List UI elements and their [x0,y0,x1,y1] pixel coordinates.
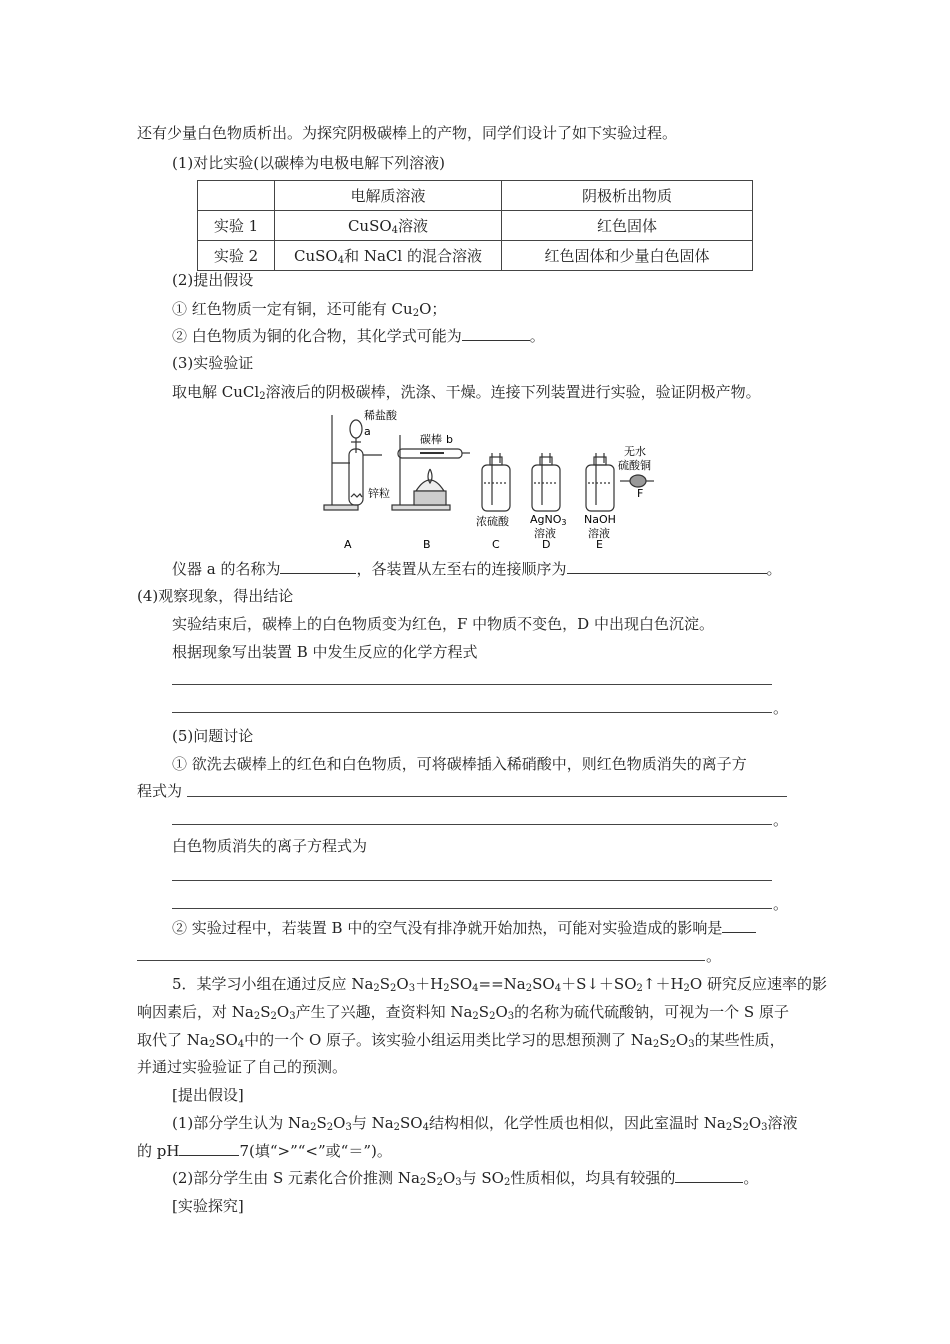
p5-hypothesis-heading: [提出假设] [172,1086,244,1104]
answer-line[interactable] [172,824,772,825]
table-cell: 实验 2 [198,241,275,271]
wash-bottle-c [482,453,510,511]
table-cell: 红色固体 [502,211,753,241]
p5-line-2: 响因素后，对 $Na_2S_2O_3$产生了兴趣，查资料知 $Na_2S_2O_3$的名称为硫代硫酸钠，可视为一个 S 原子 [137,1003,789,1022]
lamp-stand [414,491,446,505]
label-b: b [446,433,453,446]
p5-text: 性质相似，均具有较强的 [510,1169,676,1187]
label-f: F [637,487,644,500]
hypothesis-1: ① 红色物质一定有铜，还可能有 $Cu_2O$； [172,300,447,319]
label-dilute-hcl: 稀盐酸 [364,409,397,422]
p5-text: (1)部分学生认为 Na [172,1114,311,1132]
period: 。 [529,327,545,345]
q3-heading: (3)实验验证 [172,354,254,372]
table-row [198,211,753,241]
q5-1-text: ① 欲洗去碳棒上的红色和白色物质，可将碳棒插入稀硝酸中，则红色物质消失的离子方 [172,755,747,773]
q5-1-text-b: 程式为 [137,782,183,800]
p5-text: ↑＋H [642,975,684,993]
period: 。 [773,895,789,913]
answer-blank[interactable] [179,1141,239,1156]
table-header-cell: 电解质溶液 [275,181,502,211]
wash-bottle-d [532,453,560,511]
p5-text: O 研究反应速率的影 [689,975,827,993]
comparison-table [197,180,753,271]
table-row [198,241,753,271]
hypothesis-1-end: O； [419,300,447,318]
p5-text: 响因素后，对 Na [137,1003,254,1021]
hypothesis-2-text: ② 白色物质为铜的化合物，其化学式可能为 [172,327,462,345]
drying-tube-f [620,475,654,487]
p5-text: 中的一个 O 原子。该实验小组运用类比学习的思想预测了 Na [244,1031,653,1049]
table-cell: CuSO$_4$和 NaCl 的混合溶液 [275,241,502,271]
q5-white-text: 白色物质消失的离子方程式为 [172,837,368,855]
answer-line[interactable] [172,880,772,881]
stand-base-a [324,505,358,510]
q1-heading: (1)对比实验(以碳棒为电极电解下列溶液) [172,154,445,172]
label-agno3: AgNO3 [530,513,567,527]
p5-text: 产生了兴趣，查资料知 Na [295,1003,473,1021]
q5-2-text-a: ② 实验过程中，若装置 B 中的空气没有排净就开始加热，可能对实验造成的影响是 [172,919,723,937]
label-naoh: NaOH [584,513,616,526]
p5-h1-line-2 [137,1141,392,1161]
period: 。 [773,811,789,829]
letter-c: C [492,538,500,551]
table-header-cell: 阴极析出物质 [502,181,753,211]
period: 。 [773,699,789,717]
p5-text: ＋H [415,975,444,993]
p5-text: 的名称为硫代硫酸钠，可视为一个 S 原子 [514,1003,789,1021]
p5-text: 5．某学习小组在通过反应 Na [172,975,374,993]
table-cell-text: 和 NaCl 的混合溶液 [344,247,482,265]
q3-ask-a: 仪器 a 的名称为 [172,560,281,578]
table-cell-text: 溶液 [398,217,429,235]
p5-h2-line: (2)部分学生由 S 元素化合价推测 $Na_2S_2O_3$与 $SO_2$性质相似，均具有较强的 。 [172,1169,759,1188]
q3-text-a: 取电解 CuCl [172,383,260,401]
apparatus-figure [320,405,660,555]
answer-blank[interactable] [280,559,356,574]
p5-text: 的某些性质， [694,1031,785,1049]
p5-experiment-heading: [实验探究] [172,1197,244,1215]
label-a: a [364,425,371,438]
table-cell: 实验 1 [198,211,275,241]
label-cuso4: 硫酸铜 [618,459,651,472]
p5-text: 与 SO [461,1169,504,1187]
p5-text: 结构相似，化学性质也相似，因此室温时 Na [428,1114,726,1132]
q2-heading: (2)提出假设 [172,271,254,289]
table-header-row [198,181,753,211]
p5-line-4: 并通过实验验证了自己的预测。 [137,1058,348,1076]
p5-line-1: 5．某学习小组在通过反应 $Na_2S_2O_3+H_2SO_4==Na_2SO_4+S↓+SO_2↑+H_2O$ 研究反应速率的影 [172,975,827,994]
separatory-funnel [350,420,362,438]
p5-text: ＋S↓＋SO [561,975,637,993]
q3-ask-b: ，各装置从左至右的连接顺序为 [356,560,567,578]
answer-blank[interactable] [567,559,767,574]
q3-text-b: 溶液后的阴极碳棒，洗涤、干燥。连接下列装置进行实验，验证阴极产物。 [265,383,761,401]
letter-a: A [344,538,352,551]
letter-e: E [596,538,603,551]
p5-text: 与 Na [351,1114,394,1132]
answer-blank[interactable] [462,326,530,341]
q4-heading: (4)观察现象，得出结论 [137,587,294,605]
stand-base-b [392,505,450,510]
answer-blank[interactable] [722,918,756,933]
label-carbon-rod: 碳棒 [420,433,442,446]
q4-text-a: 实验结束后，碳棒上的白色物质变为红色，F 中物质不变色，D 中出现白色沉淀。 [172,615,714,633]
p5-text: ==Na [478,975,526,993]
hypothesis-2 [172,326,545,346]
q5-heading: (5)问题讨论 [172,727,254,745]
intro-line: 还有少量白色物质析出。为探究阴极碳棒上的产物，同学们设计了如下实验过程。 [137,124,678,142]
label-agno3-sol: 溶液 [534,527,556,540]
letter-d: D [542,538,551,551]
table-cell: CuSO$_4$溶液 [275,211,502,241]
q4-text-b: 根据现象写出装置 B 中发生反应的化学方程式 [172,643,478,661]
label-naoh-sol: 溶液 [588,527,610,540]
p5-text: (2)部分学生由 S 元素化合价推测 Na [172,1169,420,1187]
p5-text: 的 pH [137,1142,180,1160]
label-conc-h2so4: 浓硫酸 [476,515,509,528]
label-zinc: 锌粒 [368,487,390,500]
p5-text: 7(填“>”“<”或“＝”)。 [239,1142,392,1160]
q5-2-text [172,918,756,938]
period: 。 [766,560,782,578]
alcohol-lamp [416,480,444,491]
letter-b: B [423,538,431,551]
answer-line[interactable] [172,684,772,685]
p5-text: 取代了 Na [137,1031,209,1049]
wash-bottle-e [586,453,614,511]
hypothesis-1-text: ① 红色物质一定有铜，还可能有 Cu [172,300,413,318]
p5-h1-line: (1)部分学生认为 $Na_2S_2O_3$与 $Na_2SO_4$结构相似，化学性质也相似，因此室温时 $Na_2S_2O_3$溶液 [172,1114,798,1133]
q3-question [172,559,782,579]
label-anhydrous: 无水 [624,445,646,458]
answer-line[interactable] [137,960,705,961]
q3-text: 取电解 CuCl$_2$溶液后的阴极碳棒，洗涤、干燥。连接下列装置进行实验，验证阴极产物。 [172,383,761,402]
answer-line[interactable] [172,908,772,909]
period: 。 [743,1169,759,1187]
period: 。 [706,947,722,965]
answer-line[interactable] [172,712,772,713]
p5-line-3: 取代了 $Na_2SO_4$中的一个 O 原子。该实验小组运用类比学习的思想预测了 $Na_2S_2O_3$的某些性质， [137,1031,785,1050]
answer-blank[interactable] [675,1168,743,1183]
p5-text: 溶液 [767,1114,798,1132]
table-header-cell [198,181,275,211]
table-cell: 红色固体和少量白色固体 [502,241,753,271]
zinc-granules [351,494,362,497]
answer-line[interactable] [187,796,787,797]
